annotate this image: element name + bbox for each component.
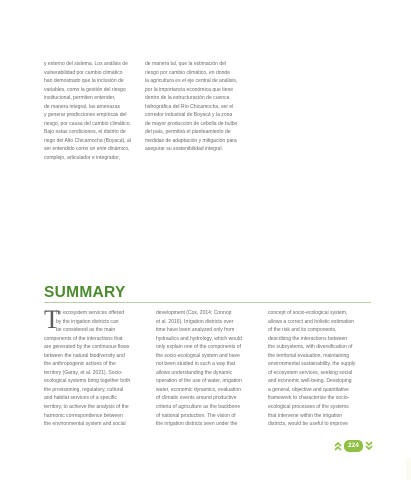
- text-line: be considered as the main: [56, 327, 116, 334]
- text-line: the subsystems, with diversification of: [268, 344, 353, 351]
- text-line: concept of socio-ecological system,: [268, 310, 348, 316]
- title-divider: [44, 302, 371, 303]
- text-line: riesgo, por causa del cambio climático.: [44, 120, 131, 127]
- text-line: water, economic dynamics, evaluation: [156, 386, 241, 393]
- text-line: del país, permitirá el planteamiento de: [145, 129, 231, 136]
- text-line: Bajo estas condiciones, el distrito de: [44, 129, 126, 136]
- drop-cap-letter: T: [44, 305, 60, 334]
- page-corner-edge: [406, 458, 411, 480]
- text-line: territory, to achieve the analysis of the: [44, 404, 129, 411]
- text-line: of climatic events around productive: [156, 395, 237, 402]
- text-line: y generar predicciones empíricas del: [44, 112, 127, 119]
- text-line: of national production. The vision of: [156, 412, 236, 419]
- page-number-badge: 224: [344, 440, 363, 452]
- text-line: y externo del sistema. Los análisis de: [44, 61, 128, 67]
- text-line: the provisioning, regulatory, cultural: [44, 386, 124, 393]
- text-line: development (Cox, 2014; Connop: [156, 310, 232, 316]
- text-line: framework to characterize the socio-: [268, 395, 350, 402]
- text-line: and economic well-being. Developing: [268, 378, 352, 385]
- text-line: of the risk and its components,: [268, 327, 337, 334]
- summary-column-3: [268, 309, 362, 429]
- text-line: riesgo por cambio climático, en donde: [145, 69, 231, 76]
- text-line: time have been analyzed only from: [156, 327, 235, 334]
- text-line: between the natural biodiversity and: [44, 352, 125, 359]
- text-line: hidrográfica del Río Chicamocha, ser el: [145, 103, 234, 110]
- text-line: criteria of agriculture as the backbone: [156, 404, 241, 411]
- text-line: medidas de adaptación y mitigación para: [145, 137, 237, 144]
- text-line: and habitat services of a specific: [44, 395, 117, 402]
- text-line: a general, objective and quantitative: [268, 386, 349, 393]
- text-line: the anthropogenic actions of the: [44, 361, 116, 368]
- text-line: hydraulics and hydrology, which would: [156, 335, 242, 342]
- text-line: by the irrigation districts can: [56, 318, 119, 325]
- text-line: por la importancia económica que tiene: [145, 86, 234, 93]
- text-line: harmonic correspondence between: [44, 412, 123, 419]
- text-line: not been studied in such a way that: [156, 361, 236, 368]
- page-navigation: [334, 440, 373, 452]
- text-line: environmental sustainability, the supply: [268, 361, 356, 368]
- text-line: de mayor producción de cebolla de bulbo: [145, 120, 238, 127]
- text-line: ecological systems bring together both: [44, 378, 131, 385]
- text-line: de manera integral, las amenazas: [44, 103, 121, 110]
- text-line: districts, would be useful to improve: [268, 421, 348, 428]
- text-line: ser entendido como un ente dinámico,: [44, 146, 130, 153]
- text-line: complejo, articulador e integrador,: [44, 155, 121, 162]
- text-line: ecological processes of the systems: [268, 404, 349, 411]
- text-line: he ecosystem services offered: [56, 310, 125, 316]
- summary-column-2: [156, 309, 250, 429]
- double-chevron-up-icon[interactable]: [334, 441, 342, 451]
- text-line: corredor industrial de Boyacá y la zona: [145, 112, 233, 119]
- summary-title: SUMMARY: [44, 284, 126, 301]
- spanish-text-column-1: [44, 60, 138, 163]
- text-line: institucional, permiten entender,: [44, 95, 116, 102]
- text-line: vulnerabilidad por cambio climático: [44, 69, 123, 76]
- text-line: riego del Alto Chicamocha (Boyacá), al: [44, 137, 131, 144]
- text-line: variables, como la gestión del riesgo: [44, 86, 126, 93]
- text-line: the territorial evaluation, maintaining: [268, 352, 350, 359]
- text-line: the environmental system and social: [44, 421, 126, 428]
- text-line: are generated by the continuous flows: [44, 344, 130, 351]
- text-line: the socio-ecological system and have: [156, 352, 240, 359]
- text-line: asegurar su sostenibilidad integral.: [145, 146, 223, 153]
- text-line: allows understanding the dynamic: [156, 369, 233, 376]
- text-line: et al. 2016). Irrigation districts over: [156, 318, 234, 325]
- text-line: operation of the use of water, irrigation: [156, 378, 242, 385]
- text-line: territory (Garay, et al. 2021). Socio-: [44, 369, 123, 376]
- text-line: that intervene within the irrigation: [268, 412, 343, 419]
- text-line: dentro de la estructuración de cuenca: [145, 95, 230, 102]
- text-line: only explain one of the components of: [156, 344, 242, 351]
- text-line: components of the interactions that: [44, 335, 123, 342]
- text-line: de manera tal, que la estimación del: [145, 61, 227, 67]
- text-line: allows a correct and holistic estimation: [268, 318, 355, 325]
- spanish-text-column-2: [145, 60, 239, 154]
- text-line: la agricultura es el eje central de análisis,: [145, 78, 238, 85]
- text-line: describing the interactions between: [268, 335, 348, 342]
- text-line: of ecosystem services, seeking social: [268, 369, 353, 376]
- text-line: the irrigation districts seen under the: [156, 421, 238, 428]
- summary-column-1: [44, 305, 138, 429]
- text-line: han demostrado que la inclusión de: [44, 78, 124, 85]
- double-chevron-down-icon[interactable]: [365, 441, 373, 451]
